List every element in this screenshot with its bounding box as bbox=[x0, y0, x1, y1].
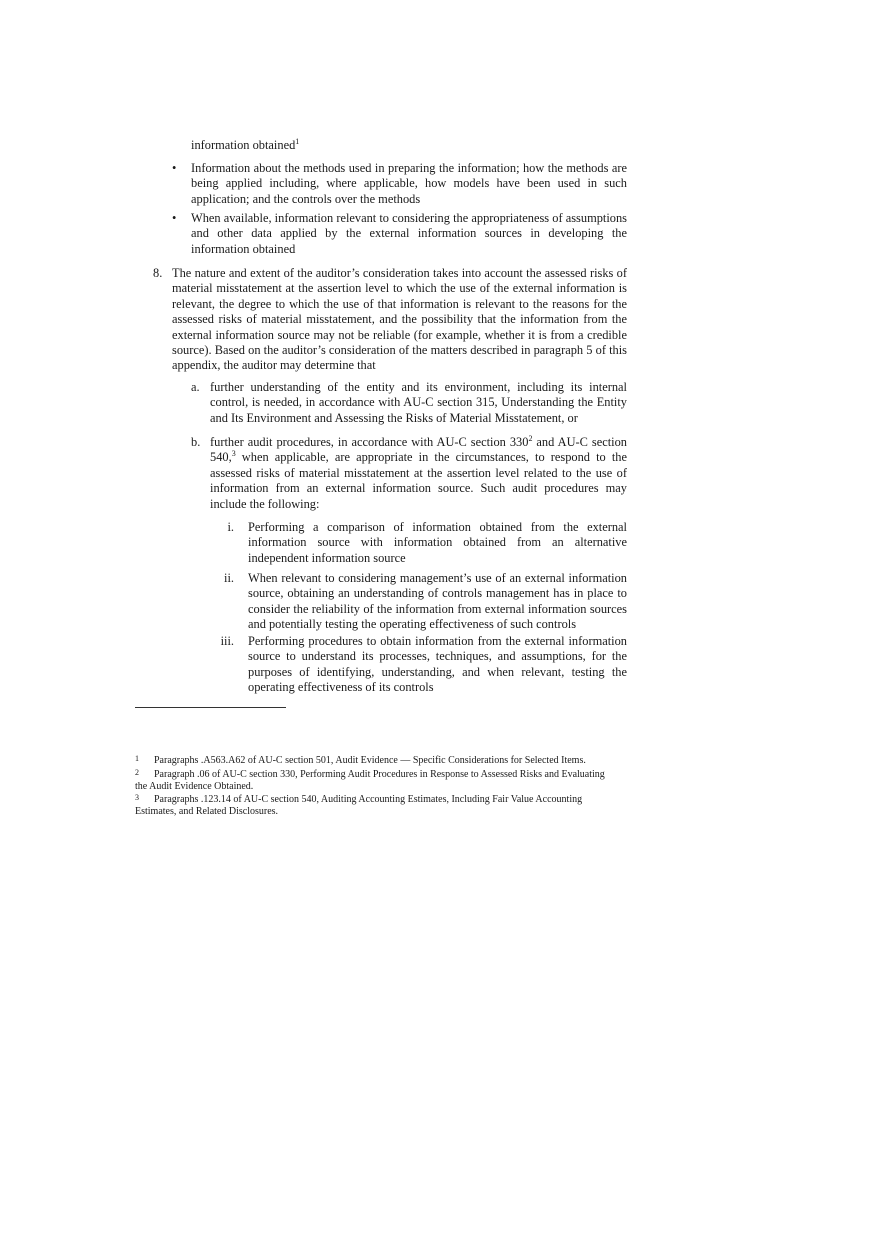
footnote-2 bbox=[135, 767, 615, 793]
footnote-text: Paragraphs .A563.A62 of AU-C section 501, Audit Evidence — Specific Considerations for Selected Items. bbox=[154, 755, 586, 766]
continuation-line bbox=[191, 138, 299, 153]
bullet-text: Information about the methods used in preparing the information; how the methods are being applied including, where applicable, how models have been used in such application; and the controls over the methods bbox=[191, 161, 627, 206]
footnote-ref-3[interactable]: 3 bbox=[231, 449, 236, 459]
list-mark: b. bbox=[191, 435, 201, 449]
footnote-mark: 3 bbox=[135, 793, 139, 802]
footnote-ref-2[interactable]: 2 bbox=[528, 434, 533, 443]
list-mark: i. bbox=[227, 520, 234, 534]
footnote-3 bbox=[135, 792, 615, 818]
bullet-text: When available, information relevant to considering the appropriateness of assumptions and other data applied by the external information sources in developing the information obtained bbox=[191, 211, 627, 256]
list-mark: ii. bbox=[224, 571, 234, 585]
footnote-divider bbox=[135, 707, 286, 708]
bullet-mark: • bbox=[172, 211, 177, 225]
continuation-text: information obtained bbox=[191, 138, 296, 152]
list-text: When relevant to considering management’s use of an external information source, obtaining an understanding of controls management has in place to consider the reliability of the information from external information sources and potentially testing the operating effectiveness of such controls bbox=[248, 571, 627, 632]
list-text: Performing procedures to obtain information from the external information source to understand its processes, techniques, and assumptions, for the purposes of identifying, understanding, and when relevant, testing the operating effectiveness of its controls bbox=[248, 634, 627, 695]
list-text: Performing a comparison of information obtained from the external information source with information obtained from an alternative independent information source bbox=[248, 520, 627, 565]
footnote-mark: 2 bbox=[135, 768, 139, 777]
footnote-ref-1[interactable]: 1 bbox=[295, 137, 300, 146]
list-text: further audit procedures, in accordance with AU-C section $330^2$ and AU-C section 540,$^3$ when applicable, are appropriate in the circumstances, to respond to the assessed risks of material misstatement at the assertion level related to the use of information from an external information source. Such audit procedures may include the following: bbox=[210, 434, 627, 511]
footnote-mark: 1 bbox=[135, 754, 139, 763]
paragraph-number: 8. bbox=[153, 266, 163, 280]
list-mark: a. bbox=[191, 380, 200, 394]
list-mark: iii. bbox=[220, 634, 234, 648]
footnote-text: Paragraphs .123.14 of AU-C section 540, Auditing Accounting Estimates, Including Fair Value Accounting Estimates, and Related Disclosures. bbox=[135, 794, 583, 817]
footnote-1 bbox=[135, 753, 615, 767]
footnote-text: Paragraph .06 of AU-C section 330, Performing Audit Procedures in Response to Assessed Risks and Evaluating the Audit Evidence Obtained. bbox=[135, 769, 605, 792]
list-text: further understanding of the entity and its environment, including its internal control, is needed, in accordance with AU-C section 315, Understanding the Entity and Its Environment and Assessing the Risks of Material Misstatement, or bbox=[210, 380, 627, 425]
paragraph-text: The nature and extent of the auditor’s consideration takes into account the assessed risks of material misstatement at the assertion level to which the use of the external information is relevant, the degree to which the use of that information is relevant to the reasons for the assessed risks of material misstatement, and the possibility that the information from the external information source may not be reliable (for example, whether it is from a credible source). Based on the auditor’s consideration of the matters described in paragraph 5 of this appendix, the auditor may determine that bbox=[172, 266, 627, 373]
bullet-mark: • bbox=[172, 161, 177, 175]
